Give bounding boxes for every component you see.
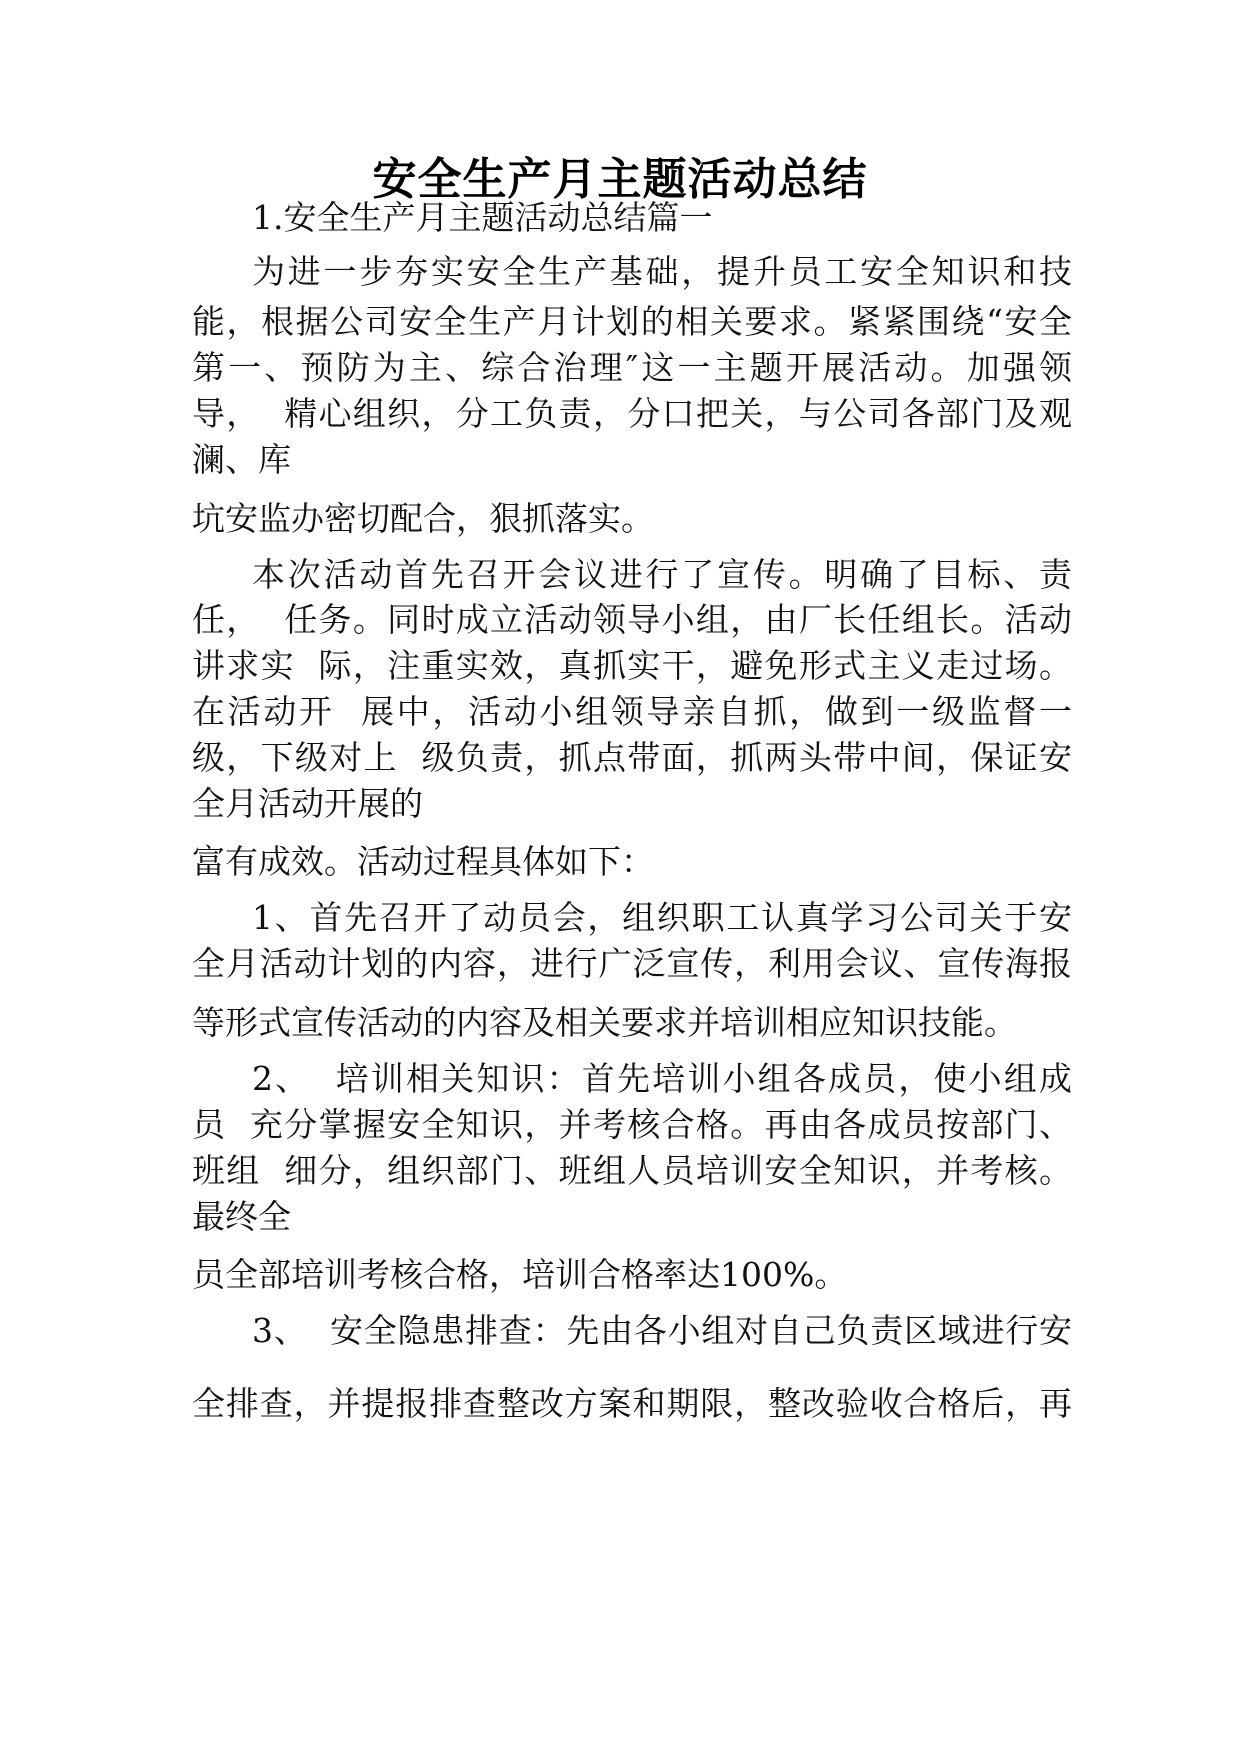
document-title: 安全生产月主题活动总结 [372,154,868,205]
list-item-line: 全月活动计划的内容，进行广泛宣传，利用会议、宣传海报 [192,944,1072,983]
paragraph-line: 本次活动首先召开会议进行了宣传。明确了目标、责 [252,555,1072,594]
list-item-line: 全排查，并提报排查整改方案和期限，整改验收合格后，再 [192,1384,1072,1423]
paragraph-line: 能，根据公司安全生产月计划的相关要求。紧紧围绕“安全 [192,302,1072,341]
paragraph-line: 导， 精心组织，分工负责，分口把关，与公司各部门及观 [192,394,1072,433]
list-item-line: 最终全 [192,1197,291,1236]
section-heading: 1.安全生产月主题活动总结篇一 [252,198,713,237]
paragraph-line: 第一、预防为主、综合治理″这一主题开展活动。加强领 [192,348,1072,387]
list-item-line: 1、首先召开了动员会，组织职工认真学习公司关于安 [252,898,1072,937]
paragraph-line: 任， 任务。同时成立活动领导小组，由厂长任组长。活动 [192,600,1072,639]
paragraph-line: 讲求实 际，注重实效，真抓实干，避免形式主义走过场。 [192,646,1072,685]
list-item-line: 员 充分掌握安全知识，并考核合格。再由各成员按部门、 [192,1105,1072,1144]
list-item-line: 员全部培训考核合格，培训合格率达100%。 [192,1255,848,1294]
paragraph-line: 澜、库 [192,440,291,479]
list-item-line: 班组 细分，组织部门、班组人员培训安全知识，并考核。 [192,1151,1072,1190]
paragraph-line: 富有成效。活动过程具体如下： [192,842,654,881]
paragraph-line: 级，下级对上 级负责，抓点带面，抓两头带中间，保证安 [192,738,1072,777]
paragraph-line: 全月活动开展的 [192,784,423,823]
paragraph-line: 为进一步夯实安全生产基础，提升员工安全知识和技 [252,252,1072,291]
list-item-line: 等形式宣传活动的内容及相关要求并培训相应知识技能。 [192,1003,1017,1042]
list-item-line: 2、 培训相关知识：首先培训小组各成员，使小组成 [252,1059,1072,1098]
paragraph-line: 坑安监办密切配合，狠抓落实。 [192,499,654,538]
paragraph-line: 在活动开 展中，活动小组领导亲自抓，做到一级监督一 [192,692,1072,731]
list-item-line: 3、 安全隐患排查：先由各小组对自己负责区域进行安 [252,1311,1072,1350]
